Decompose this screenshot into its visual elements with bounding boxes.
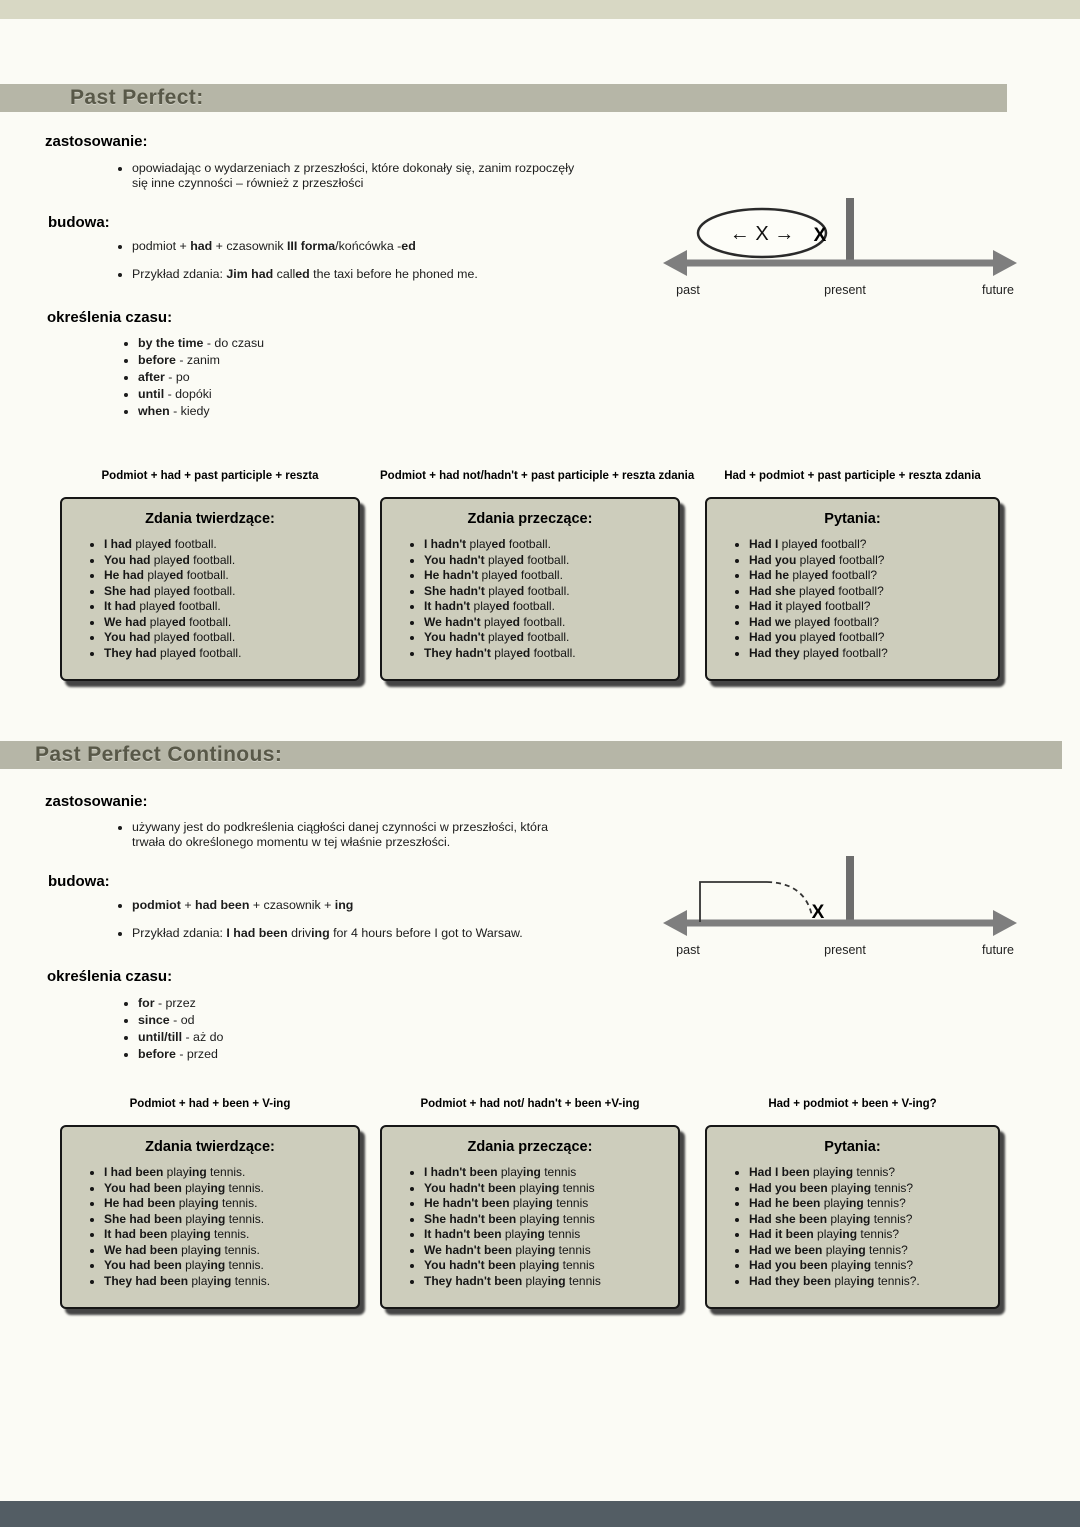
past-perfect-continuous-timeline-diagram bbox=[655, 852, 1025, 957]
list-item: • They hadn't played football. bbox=[424, 646, 672, 662]
list-item: • Had they been playing tennis?. bbox=[749, 1274, 992, 1290]
past-perfect-header-bar bbox=[0, 84, 1007, 112]
present-label: present bbox=[824, 943, 866, 957]
box-title-negative-2: Zdania przeczące: bbox=[467, 1139, 593, 1155]
negative-column-2 bbox=[380, 1098, 680, 1309]
affirmative-box-2 bbox=[60, 1125, 360, 1309]
sentence-list-affirmative-2 bbox=[68, 1165, 352, 1289]
structure-list-1 bbox=[116, 239, 692, 295]
list-item: • Had it been playing tennis? bbox=[749, 1227, 992, 1243]
list-item: • Had you been playing tennis? bbox=[749, 1181, 992, 1197]
list-item: • until/till - aż do bbox=[138, 1030, 438, 1045]
list-item: • Had they played football? bbox=[749, 646, 992, 662]
usage-label-1: zastosowanie: bbox=[45, 133, 148, 150]
top-decorative-strip bbox=[0, 0, 1080, 19]
past-perfect-continuous-examples-row bbox=[0, 1098, 1080, 1338]
event-x-marker: X bbox=[811, 902, 825, 923]
list-item: • It had been playing tennis. bbox=[104, 1227, 352, 1243]
list-item: • I hadn't been playing tennis bbox=[424, 1165, 672, 1181]
box-title-affirmative-2: Zdania twierdzące: bbox=[145, 1139, 275, 1155]
list-item: • You had played football. bbox=[104, 630, 352, 646]
timeline-arrowhead-left-icon bbox=[663, 250, 687, 276]
oval-arrows-label: ← X → bbox=[729, 223, 795, 245]
affirmative-box-1 bbox=[60, 497, 360, 681]
list-item: • They hadn't been playing tennis bbox=[424, 1274, 672, 1290]
list-item: • He hadn't played football. bbox=[424, 568, 672, 584]
box-title-affirmative-1: Zdania twierdzące: bbox=[145, 511, 275, 527]
list-item: • Had she played football? bbox=[749, 584, 992, 600]
structure-label-1: budowa: bbox=[48, 214, 110, 231]
list-item: • Had I played football? bbox=[749, 537, 992, 553]
list-item: • We had played football. bbox=[104, 615, 352, 631]
questions-column-1 bbox=[705, 470, 1000, 681]
list-item: • They had been playing tennis. bbox=[104, 1274, 352, 1290]
bottom-decorative-strip bbox=[0, 1501, 1080, 1527]
event-x-marker: X bbox=[813, 225, 827, 246]
past-perfect-title: Past Perfect: bbox=[70, 86, 204, 109]
list-item: • We hadn't played football. bbox=[424, 615, 672, 631]
negative-box-2 bbox=[380, 1125, 680, 1309]
sentence-list-questions-2 bbox=[713, 1165, 992, 1289]
structure-list-2 bbox=[116, 898, 692, 954]
formula-negative-2: Podmiot + had not/ hadn't + been +V-ing bbox=[420, 1098, 640, 1110]
list-item: • Had he been playing tennis? bbox=[749, 1196, 992, 1212]
affirmative-column-1 bbox=[60, 470, 360, 681]
list-item: • I had played football. bbox=[104, 537, 352, 553]
present-marker-bar bbox=[846, 856, 854, 923]
time-expressions-label-2: określenia czasu: bbox=[47, 968, 173, 985]
sentence-list-affirmative-1 bbox=[68, 537, 352, 661]
list-item: • She had played football. bbox=[104, 584, 352, 600]
list-item: • I hadn't played football. bbox=[424, 537, 672, 553]
list-item: • Przykład zdania: I had been driving for 4 hours before I got to Warsaw. bbox=[132, 926, 692, 941]
negative-column-1 bbox=[380, 470, 695, 681]
past-label: past bbox=[676, 283, 700, 297]
list-item: • używany jest do podkreślenia ciągłości danej czynności w przeszłości, która trwała do określonego momentu w tej właśnie przeszłości. bbox=[132, 820, 577, 850]
list-item: • before - zanim bbox=[138, 353, 438, 368]
list-item: • Had she been playing tennis? bbox=[749, 1212, 992, 1228]
list-item: • We hadn't been playing tennis bbox=[424, 1243, 672, 1259]
timeline-arrowhead-right-icon bbox=[993, 910, 1017, 936]
formula-questions-1: Had + podmiot + past participle + reszta zdania bbox=[724, 470, 981, 482]
list-item: • after - po bbox=[138, 370, 438, 385]
list-item: • Had you been playing tennis? bbox=[749, 1258, 992, 1274]
structure-label-2: budowa: bbox=[48, 873, 110, 890]
negative-box-1 bbox=[380, 497, 680, 681]
affirmative-column-2 bbox=[60, 1098, 360, 1309]
list-item: • He had been playing tennis. bbox=[104, 1196, 352, 1212]
list-item: • It had played football. bbox=[104, 599, 352, 615]
list-item: • You hadn't played football. bbox=[424, 630, 672, 646]
list-item: • before - przed bbox=[138, 1047, 438, 1062]
timeline-arrowhead-right-icon bbox=[993, 250, 1017, 276]
list-item: • by the time - do czasu bbox=[138, 336, 438, 351]
formula-negative-1: Podmiot + had not/hadn't + past participle + reszta zdania bbox=[380, 470, 695, 482]
list-item: • You had been playing tennis. bbox=[104, 1258, 352, 1274]
formula-affirmative-2: Podmiot + had + been + V-ing bbox=[129, 1098, 291, 1110]
list-item: • He had played football. bbox=[104, 568, 352, 584]
timeline-arrowhead-left-icon bbox=[663, 910, 687, 936]
sentence-list-negative-1 bbox=[388, 537, 672, 661]
list-item: • podmiot + had + czasownik III forma/końcówka -ed bbox=[132, 239, 692, 254]
list-item: • for - przez bbox=[138, 996, 438, 1011]
list-item: • until - dopóki bbox=[138, 387, 438, 402]
usage-label-2: zastosowanie: bbox=[45, 793, 148, 810]
sentence-list-negative-2 bbox=[388, 1165, 672, 1289]
past-perfect-timeline-diagram bbox=[655, 192, 1025, 297]
list-item: • opowiadając o wydarzeniach z przeszłości, które dokonały się, zanim rozpoczęły się inne czynności – również z przeszłości bbox=[132, 161, 577, 191]
list-item: • Had we been playing tennis? bbox=[749, 1243, 992, 1259]
list-item: • You hadn't been playing tennis bbox=[424, 1181, 672, 1197]
formula-affirmative-1: Podmiot + had + past participle + reszta bbox=[101, 470, 319, 482]
list-item: • She had been playing tennis. bbox=[104, 1212, 352, 1228]
list-item: • Przykład zdania: Jim had called the taxi before he phoned me. bbox=[132, 267, 692, 282]
future-label: future bbox=[982, 283, 1014, 297]
list-item: • She hadn't been playing tennis bbox=[424, 1212, 672, 1228]
past-perfect-continuous-header-bar bbox=[0, 741, 1062, 769]
duration-shape bbox=[700, 882, 767, 922]
questions-box-1 bbox=[705, 497, 1000, 681]
list-item: • Had I been playing tennis? bbox=[749, 1165, 992, 1181]
questions-box-2 bbox=[705, 1125, 1000, 1309]
time-expressions-label-1: określenia czasu: bbox=[47, 309, 173, 326]
list-item: • We had been playing tennis. bbox=[104, 1243, 352, 1259]
list-item: • since - od bbox=[138, 1013, 438, 1028]
list-item: • You hadn't been playing tennis bbox=[424, 1258, 672, 1274]
list-item: • when - kiedy bbox=[138, 404, 438, 419]
time-expressions-list-2 bbox=[122, 996, 438, 1064]
questions-column-2 bbox=[705, 1098, 1000, 1309]
list-item: • Had he played football? bbox=[749, 568, 992, 584]
list-item: • They had played football. bbox=[104, 646, 352, 662]
present-marker-bar bbox=[846, 198, 854, 263]
list-item: • It hadn't played football. bbox=[424, 599, 672, 615]
list-item: • She hadn't played football. bbox=[424, 584, 672, 600]
past-label: past bbox=[676, 943, 700, 957]
formula-questions-2: Had + podmiot + been + V-ing? bbox=[768, 1098, 937, 1110]
box-title-questions-2: Pytania: bbox=[824, 1139, 881, 1155]
future-label: future bbox=[982, 943, 1014, 957]
duration-shape-dashed-tail bbox=[767, 882, 812, 916]
list-item: • Had you played football? bbox=[749, 553, 992, 569]
list-item: • You hadn't played football. bbox=[424, 553, 672, 569]
list-item: • Had you played football? bbox=[749, 630, 992, 646]
box-title-questions-1: Pytania: bbox=[824, 511, 881, 527]
list-item: • You had been playing tennis. bbox=[104, 1181, 352, 1197]
past-perfect-examples-row bbox=[0, 470, 1080, 710]
present-label: present bbox=[824, 283, 866, 297]
box-title-negative-1: Zdania przeczące: bbox=[467, 511, 593, 527]
list-item: • podmiot + had been + czasownik + ing bbox=[132, 898, 692, 913]
usage-list-2 bbox=[116, 820, 577, 852]
list-item: • Had it played football? bbox=[749, 599, 992, 615]
list-item: • It hadn't been playing tennis bbox=[424, 1227, 672, 1243]
sentence-list-questions-1 bbox=[713, 537, 992, 661]
list-item: • Had we played football? bbox=[749, 615, 992, 631]
list-item: • You had played football. bbox=[104, 553, 352, 569]
time-expressions-list-1 bbox=[122, 336, 438, 421]
list-item: • I had been playing tennis. bbox=[104, 1165, 352, 1181]
past-perfect-continuous-title: Past Perfect Continous: bbox=[35, 743, 283, 766]
list-item: • He hadn't been playing tennis bbox=[424, 1196, 672, 1212]
usage-list-1 bbox=[116, 161, 577, 193]
